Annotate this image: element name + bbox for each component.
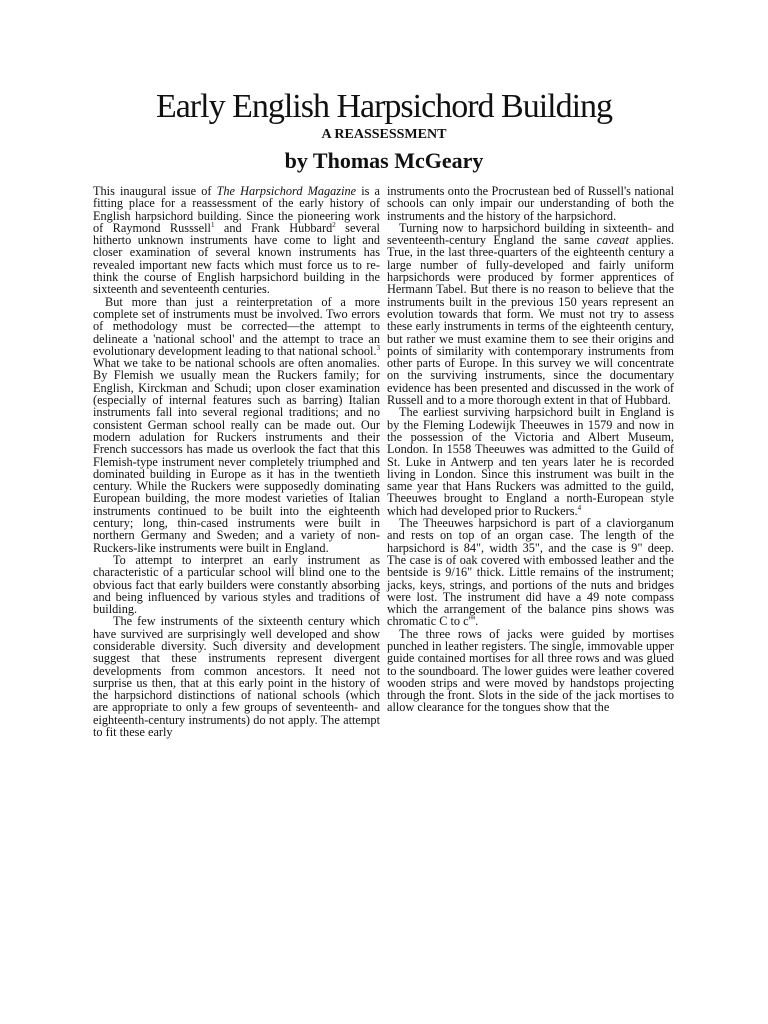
left-p1-text-a: This inaugural issue of: [93, 184, 217, 198]
footnote-ref-2: 2: [332, 220, 336, 229]
right-paragraph-4: The Theeuwes harpsichord is part of a claviorganum and rests on top of an organ case. The length of the harpsichord is 84", width 35", and the case is 9" deep. The case is of oak covered with embossed leather and the bentside is 9/16" thick. Little remains of the instrument; jacks, keys, strings, and portions of the nuts and bridges were lost. The instrument did have a 49 note compass which the arrangement of the balance pins shows was chromatic C to c'''.: [387, 516, 674, 629]
footnote-ref-1: 1: [210, 220, 215, 229]
left-paragraph-2: [93, 296, 380, 554]
caveat-word: caveat: [596, 233, 629, 248]
right-p3-text-a: The earliest surviving harpsichord built in England is by the Fleming Lodewijk Theeuwes in 1579 and now in the possession of the Victoria and Albert Museum, London. In 1558 Theeuwes was admitted to the Guild of St. Luke in Antwerp and ten years later he is recorded living in London. Since this instrument was built in the same year that Hans Ruckers was admitted to the guild, Theeuwes brought to England a north-European style which had developed prior to Ruckers.: [387, 405, 674, 518]
article-byline: by Thomas McGeary: [284, 148, 484, 173]
left-p1-text-e: several hitherto unknown instruments have come to light and closer examination of several known instruments has revealed important new facts which must force us to re-think the course of English harpsichord building in the sixteenth and seventeenth centuries.: [93, 220, 380, 297]
right-paragraph-2: [387, 222, 674, 406]
left-paragraph-3: To attempt to interpret an early instrument as characteristic of a particular school will blind one to the obvious fact that early builders were constantly absorbing and being influenced by various styles and traditions of building.: [93, 552, 380, 617]
footnote-ref-3: 3: [376, 343, 380, 352]
left-p2-text-a: But more than just a reinterpretation of a more complete set of instruments must be involved. Two errors of methodology must be corrected—the attempt to delineate a 'national school' and the attempt to trace an evolutionary development leading to that national school.: [93, 294, 380, 358]
article-title: Early English Harpsichord Building: [155, 88, 613, 125]
left-p1-text-c: is a fitting place for a reassessment of the early history of English harpsichord building. Since the pioneering work of Raymond Russsell: [93, 184, 380, 235]
right-paragraph-3: [387, 406, 674, 517]
right-p2-text-a: Turning now to harpsichord building in sixteenth- and seventeenth-century England the same: [387, 220, 674, 248]
footnote-ref-4: 4: [577, 503, 582, 512]
left-paragraph-1: [93, 185, 380, 296]
magazine-title: The Harpsichord Magazine: [216, 184, 357, 198]
left-p1-text-d: and Frank Hubbard: [214, 220, 333, 235]
left-column: [93, 185, 380, 738]
right-column: [387, 185, 674, 714]
left-paragraph-4: The few instruments of the sixteenth century which have survived are surprisingly well developed and show considerable diversity. Such diversity and development suggest that these instruments represent divergent developments from common ancestors. It need not surprise us then, that at this early point in the history of the harpsichord distinctions of national schools (which are appropriate to only a few groups of seventeenth- and eighteenth-century instruments) do not apply. The attempt to fit these early: [93, 614, 380, 740]
right-paragraph-5: The three rows of jacks were guided by mortises punched in leather registers. The single, immovable upper guide contained mortises for all three rows and was glued to the soundboard. The lower guides were leather covered wooden strips and were moved by handstops projecting through the front. Slots in the side of the jack mortises to allow clearance for the tongues show that the: [387, 626, 674, 715]
article-subtitle: A REASSESSMENT: [321, 127, 447, 142]
right-paragraph-1: instruments onto the Procrustean bed of Russell's national schools can only impair our understanding of both the instruments and the history of the harpsichord.: [387, 184, 674, 223]
right-p2-text-c: applies. True, in the last three-quarters of the eighteenth century a large number of fully-developed and fairly uniform harpsichords were produced by former apprentices of Hermann Tabel. But there is no reason to believe that the instruments built in the previous 150 years represent an evolution towards that form. We must not try to assess these early instruments in terms of the eighteenth century, but rather we must examine them to see their origins and points of similarity with contemporary instruments from other parts of Europe. In this survey we will concentrate on the surviving instruments, since the documentary evidence has been presented and discussed in the work of Russell and to a more thorough extent in that of Hubbard.: [387, 233, 674, 408]
left-p2-text-b: What we take to be national schools are often anomalies. By Flemish we usually mean the Ruckers family; for English, Kirckman and Schudi; upon closer examination (especially of internal features such as barring) Italian instruments fall into several regional traditions; and no consistent German school really can be made out. Our modern adulation for Ruckers instruments and their French successors has made us overlook the fact that this Flemish-type instrument never completely triumphed and dominated building in Europe as it has in the twentieth century. While the Ruckers were supposedly dominating European building, the more modest varieties of Italian instruments continued to be built into the eighteenth century; long, thin-cased instruments were built in northern Germany and Sweden; and a variety of non-Ruckers-like instruments were built in England.: [93, 356, 380, 555]
